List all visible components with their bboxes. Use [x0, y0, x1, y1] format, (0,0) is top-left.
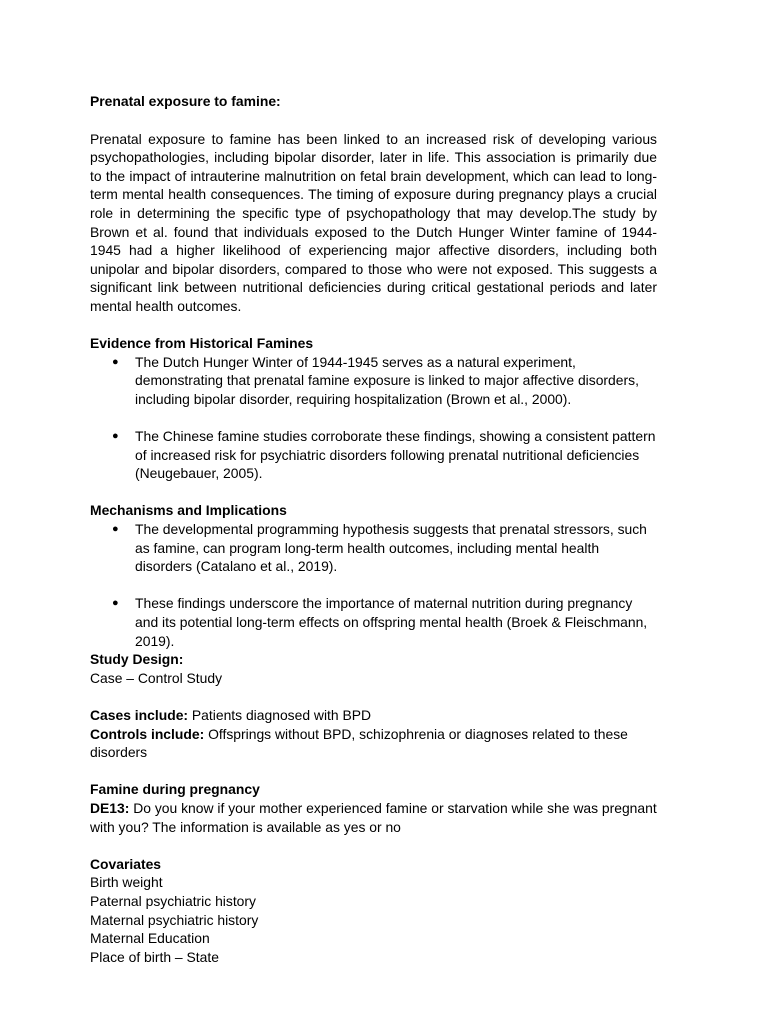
famine-heading: Famine during pregnancy: [90, 781, 260, 798]
list-item-text: The Dutch Hunger Winter of 1944-1945 serves as a natural experiment, demonstrating that prenatal famine exposure is linked to major affective disorders, including bipolar disorder, requiring hospitalization (Brown et al., 2000).: [135, 353, 639, 407]
mechanisms-heading: Mechanisms and Implications: [90, 502, 287, 519]
list-item-text: The Chinese famine studies corroborate these findings, showing a consistent pattern of increased risk for psychiatric disorders following prenatal nutritional deficiencies (Neugebauer, 2005).: [135, 428, 656, 482]
covariate-item: Maternal psychiatric history: [90, 911, 259, 928]
famine-section: [90, 780, 657, 836]
mechanisms-section: [90, 501, 657, 650]
study-design-value: Case – Control Study: [90, 669, 223, 686]
bullet-icon: ●: [112, 523, 119, 536]
covariate-item: Maternal Education: [90, 930, 210, 947]
evidence-section: [90, 334, 657, 483]
bullet-icon: ●: [112, 355, 119, 368]
list-item: [90, 427, 657, 483]
participants-section: [90, 706, 657, 762]
document-page: [90, 92, 657, 966]
list-item-text: These findings underscore the importance of maternal nutrition during pregnancy and its potential long-term effects on offspring mental health (Broek & Fleischmann, 2019).: [135, 595, 648, 649]
study-design-heading: Study Design:: [90, 651, 184, 668]
bullet-icon: ●: [112, 597, 119, 610]
covariate-item: Birth weight: [90, 874, 163, 891]
famine-question-line: [90, 799, 657, 836]
covariates-heading: Covariates: [90, 855, 162, 872]
bullet-icon: ●: [112, 430, 119, 443]
covariates-section: [90, 855, 657, 967]
study-design-section: [90, 650, 657, 687]
evidence-heading: Evidence from Historical Famines: [90, 335, 314, 352]
list-item: [90, 594, 657, 650]
controls-line: [90, 725, 657, 762]
famine-code: DE13:: [90, 799, 130, 816]
list-item-text: The developmental programming hypothesis suggests that prenatal stressors, such as famine, can program long-term health outcomes, including mental health disorders (Catalano et al., 2019).: [135, 521, 647, 575]
controls-label: Controls include:: [90, 725, 205, 742]
list-item: [90, 520, 657, 576]
famine-question: Do you know if your mother experienced famine or starvation while she was pregnant with you? The information is available as yes or no: [90, 799, 657, 835]
controls-value: Offsprings without BPD, schizophrenia or diagnoses related to these disorders: [90, 725, 628, 761]
mechanisms-list: [90, 520, 657, 650]
cases-value: Patients diagnosed with BPD: [188, 707, 372, 723]
evidence-list: [90, 353, 657, 483]
cases-line: [90, 706, 657, 725]
document-title: Prenatal exposure to famine:: [90, 93, 281, 109]
list-item: [90, 353, 657, 409]
intro-paragraph: Prenatal exposure to famine has been linked to an increased risk of developing various psychopathologies, including bipolar disorder, later in life. This association is primarily due to the impact of intrauterine malnutrition on fetal brain development, which can lead to long-term mental health consequences. The timing of exposure during pregnancy plays a crucial role in determining the specific type of psychopathology that may develop.The study by Brown et al. found that individuals exposed to the Dutch Hunger Winter famine of 1944-1945 had a higher likelihood of experiencing major affective disorders, including both unipolar and bipolar disorders, compared to those who were not exposed. This suggests a significant link between nutritional deficiencies during critical gestational periods and later mental health outcomes.: [90, 130, 657, 314]
cases-label: Cases include:: [90, 707, 189, 723]
covariate-item: Paternal psychiatric history: [90, 892, 256, 909]
covariate-item: Place of birth – State: [90, 948, 219, 965]
